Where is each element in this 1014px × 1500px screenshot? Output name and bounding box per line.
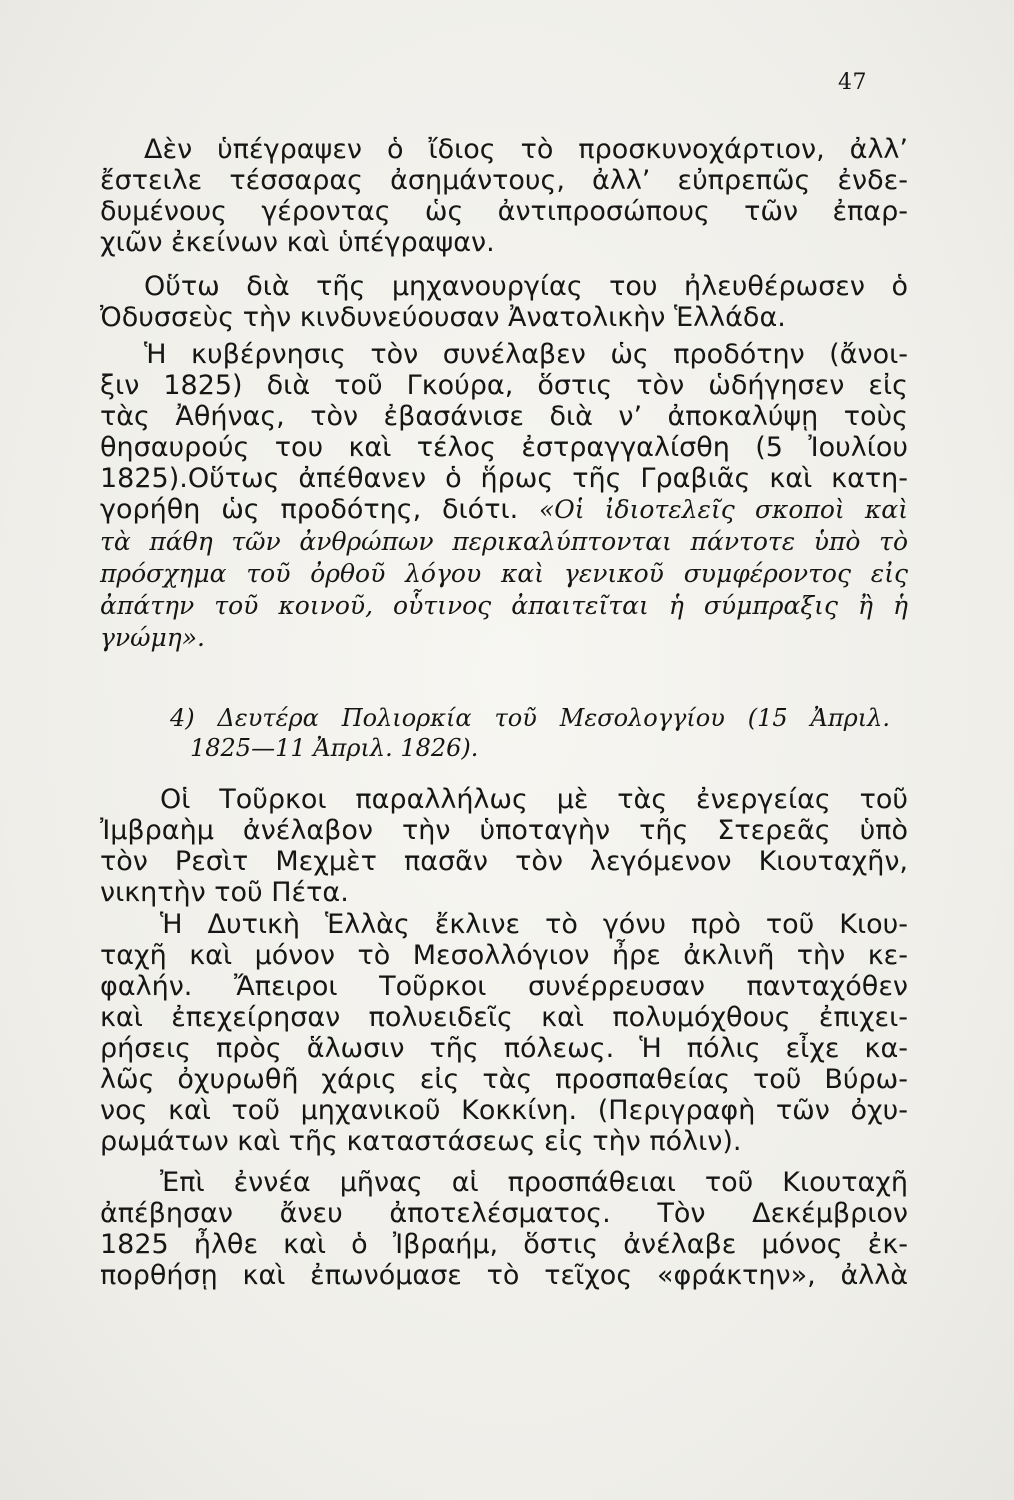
text-line: θησαυρούς του καὶ τέλος ἐστραγγαλίσθη (5 Ἰουλίου [100,432,908,463]
text-line: ἀπέβησαν ἄνευ ἀποτελέσματος. Τὸν Δεκέμβριον [100,1198,908,1229]
text-line: Οἱ Τοῦρκοι παραλλήλως μὲ τὰς ἐνεργείας τοῦ [160,784,908,815]
text-line: τὰς Ἀθήνας, τὸν ἐβασάνισε διὰ ν’ ἀποκαλύψῃ τοὺς [100,401,908,432]
paragraph-4 [100,785,908,908]
paragraph-5 [100,910,908,1157]
text-line: νικητὴν τοῦ Πέτα. [100,877,349,908]
paragraph-3 [100,340,908,653]
paragraph-1 [100,135,908,258]
text-fragment: γορήθη ὡς προδότης, διότι. [100,494,519,525]
quote-fragment: «Οἱ ἰδιοτελεῖς σκοποὶ καὶ [538,495,908,524]
paragraph-6 [100,1168,908,1291]
text-line: Οὕτω διὰ τῆς μηχανουργίας του ἠλευθέρωσεν ὁ [144,271,908,302]
text-line: Δὲν ὑπέγραψεν ὁ ἴδιος τὸ προσκυνοχάρτιον, ἀλλ’ [144,134,908,165]
quote-line: ἀπάτην τοῦ κοινοῦ, οὗτινος ἀπαιτεῖται ἡ σύμπραξις ἢ ἡ [100,591,908,620]
text-line: Ἡ Δυτικὴ Ἑλλὰς ἔκλινε τὸ γόνυ πρὸ τοῦ Κιου- [160,909,908,940]
text-line: 1825 ἦλθε καὶ ὁ Ἰβραήμ, ὅστις ἀνέλαβε μόνος ἐκ- [100,1229,908,1260]
text-line-mixed [100,495,908,525]
text-line: ταχῆ καὶ μόνον τὸ Μεσολλόγιον ἦρε ἀκλινῆ τὴν κε- [100,940,908,971]
paragraph-2 [100,272,908,333]
text-line: χιῶν ἐκείνων καὶ ὑπέγραψαν. [100,227,495,258]
text-line: καὶ ἐπεχείρησαν πολυειδεῖς καὶ πολυμόχθους ἐπιχει- [100,1002,908,1033]
quote-line: γνώμη». [100,623,205,652]
text-line: ξιν 1825) διὰ τοῦ Γκούρα, ὅστις τὸν ὡδήγησεν εἰς [100,370,908,401]
text-line: ρωμάτων καὶ τῆς καταστάσεως εἰς τὴν πόλιν). [100,1126,742,1157]
text-line: δυμένους γέροντας ὡς ἀντιπροσώπους τῶν ἐπαρ- [100,196,908,227]
quote-line: τὰ πάθη τῶν ἀνθρώπων περικαλύπτονται πάντοτε ὑπὸ τὸ [100,527,908,556]
text-line: νος καὶ τοῦ μηχανικοῦ Κοκκίνη. (Περιγραφὴ τῶν ὀχυ- [100,1095,908,1126]
text-line: φαλήν. Ἄπειροι Τοῦρκοι συνέρρευσαν πανταχόθεν [100,971,908,1002]
text-line: Ὀδυσσεὺς τὴν κινδυνεύουσαν Ἀνατολικὴν Ἑλλάδα. [100,302,786,333]
text-line: τὸν Ρεσὶτ Μεχμὲτ πασᾶν τὸν λεγόμενον Κιουταχῆν, [100,846,908,877]
text-line: ρήσεις πρὸς ἅλωσιν τῆς πόλεως. Ἡ πόλις εἶχε κα- [100,1033,908,1064]
text-line: Ἐπὶ ἐννέα μῆνας αἱ προσπάθειαι τοῦ Κιουταχῆ [160,1167,908,1198]
text-line: ἔστειλε τέσσαρας ἀσημάντους, ἀλλ’ εὐπρεπῶς ἐνδε- [100,165,908,196]
heading-line: 1825—11 Ἀπριλ. 1826). [190,734,479,762]
text-line: λῶς ὀχυρωθῆ χάρις εἰς τὰς προσπαθείας τοῦ Βύρω- [100,1064,908,1095]
quote-line: πρόσχημα τοῦ ὀρθοῦ λόγου καὶ γενικοῦ συμφέροντος εἰς [100,559,908,588]
heading-line: 4) Δευτέρα Πολιορκία τοῦ Μεσολογγίου (15 Ἀπριλ. [170,704,890,732]
section-heading [170,703,890,763]
text-line: Ἡ κυβέρνησις τὸν συνέλαβεν ὡς προδότην (ἄνοι- [144,339,908,370]
page-number: 47 [838,70,867,95]
text-line: Ἰμβραὴμ ἀνέλαβον τὴν ὑποταγὴν τῆς Στερεᾶς ὑπὸ [100,815,908,846]
text-line: πορθήσῃ καὶ ἐπωνόμασε τὸ τεῖχος «φράκτην», ἀλλὰ [100,1260,908,1291]
text-line: 1825).Οὕτως ἀπέθανεν ὁ ἥρως τῆς Γραβιᾶς καὶ κατη- [100,463,908,494]
